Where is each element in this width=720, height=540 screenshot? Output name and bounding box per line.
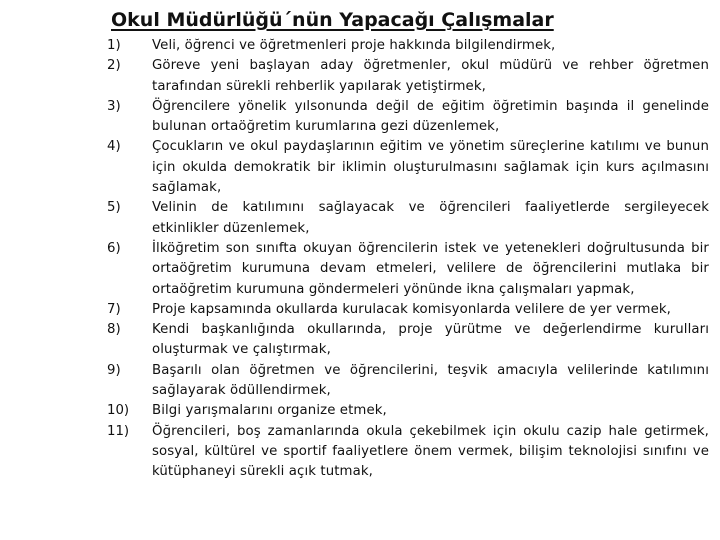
item-text: Öğrencilere yönelik yılsonunda değil de eğitim öğretimin başında il genelinde bulunan ortaöğretim kurumlarına gezi düzenlemek,: [152, 98, 709, 135]
list-item: [107, 137, 709, 198]
list-item: [107, 300, 709, 320]
item-text: Göreve yeni başlayan aday öğretmenler, okul müdürü ve rehber öğretmen tarafından sürekli rehberlik yapılarak yetiştirmek,: [152, 58, 709, 94]
task-list: [107, 36, 709, 483]
item-text: Öğrencileri, boş zamanlarında okula çekebilmek için okulu cazip hale getirmek, sosyal, kültürel ve sportif faaliyetlere önem vermek, bilişim teknolojisi sınıfını ve kütüphaneyi sürekli açık tutmak,: [152, 423, 709, 480]
item-number: 7): [107, 301, 121, 317]
item-text: Proje kapsamında okullarda kurulacak komisyonlarda velilere de yer vermek,: [152, 301, 671, 317]
list-item: [107, 56, 709, 97]
item-text: Kendi başkanlığında okullarında, proje yürütme ve değerlendirme kurulları oluşturmak ve çalıştırmak,: [152, 322, 709, 358]
item-text: Bilgi yarışmalarını organize etmek,: [152, 403, 387, 419]
list-item: [107, 401, 709, 421]
list-item: [107, 97, 709, 138]
item-text: Çocukların ve okul paydaşlarının eğitim ve yönetim süreçlerine katılımı ve bunun için okulda demokratik bir iklimin oluşturulmasını sağlamak için kurs açılmasını sağlamak,: [152, 139, 709, 196]
item-text: Velinin de katılımını sağlayacak ve öğrencileri faaliyetlerde sergileyecek etkinlikler düzenlemek,: [152, 200, 709, 236]
item-number: 2): [107, 58, 121, 74]
item-text: Veli, öğrenci ve öğretmenleri proje hakkında bilgilendirmek,: [152, 38, 556, 53]
item-number: 8): [107, 322, 121, 338]
item-number: 3): [107, 98, 121, 114]
list-item: [107, 422, 709, 483]
item-number: 1): [107, 38, 121, 53]
item-number: 5): [107, 200, 121, 216]
item-number: 9): [107, 362, 121, 378]
list-item: [107, 239, 709, 300]
item-number: 6): [107, 240, 121, 256]
list-item: [107, 198, 709, 239]
page-title: Okul Müdürlüğü´nün Yapacağı Çalışmalar: [111, 9, 554, 31]
item-text: İlköğretim son sınıfta okuyan öğrencilerin istek ve yetenekleri doğrultusunda bir ortaöğretim kurumuna devam etmeleri, velilere de öğrencilerini mutlaka bir ortaöğretim kurumuna göndermeleri yönünde ikna çalışmaları yapmak,: [152, 240, 709, 297]
list-item: [107, 36, 709, 56]
list-item: [107, 361, 709, 402]
list-item: [107, 320, 709, 361]
item-number: 11): [107, 423, 130, 439]
item-text: Başarılı olan öğretmen ve öğrencilerini, teşvik amacıyla velilerinde katılımını sağlayarak ödüllendirmek,: [152, 362, 709, 399]
item-number: 10): [107, 403, 130, 419]
item-number: 4): [107, 139, 121, 155]
